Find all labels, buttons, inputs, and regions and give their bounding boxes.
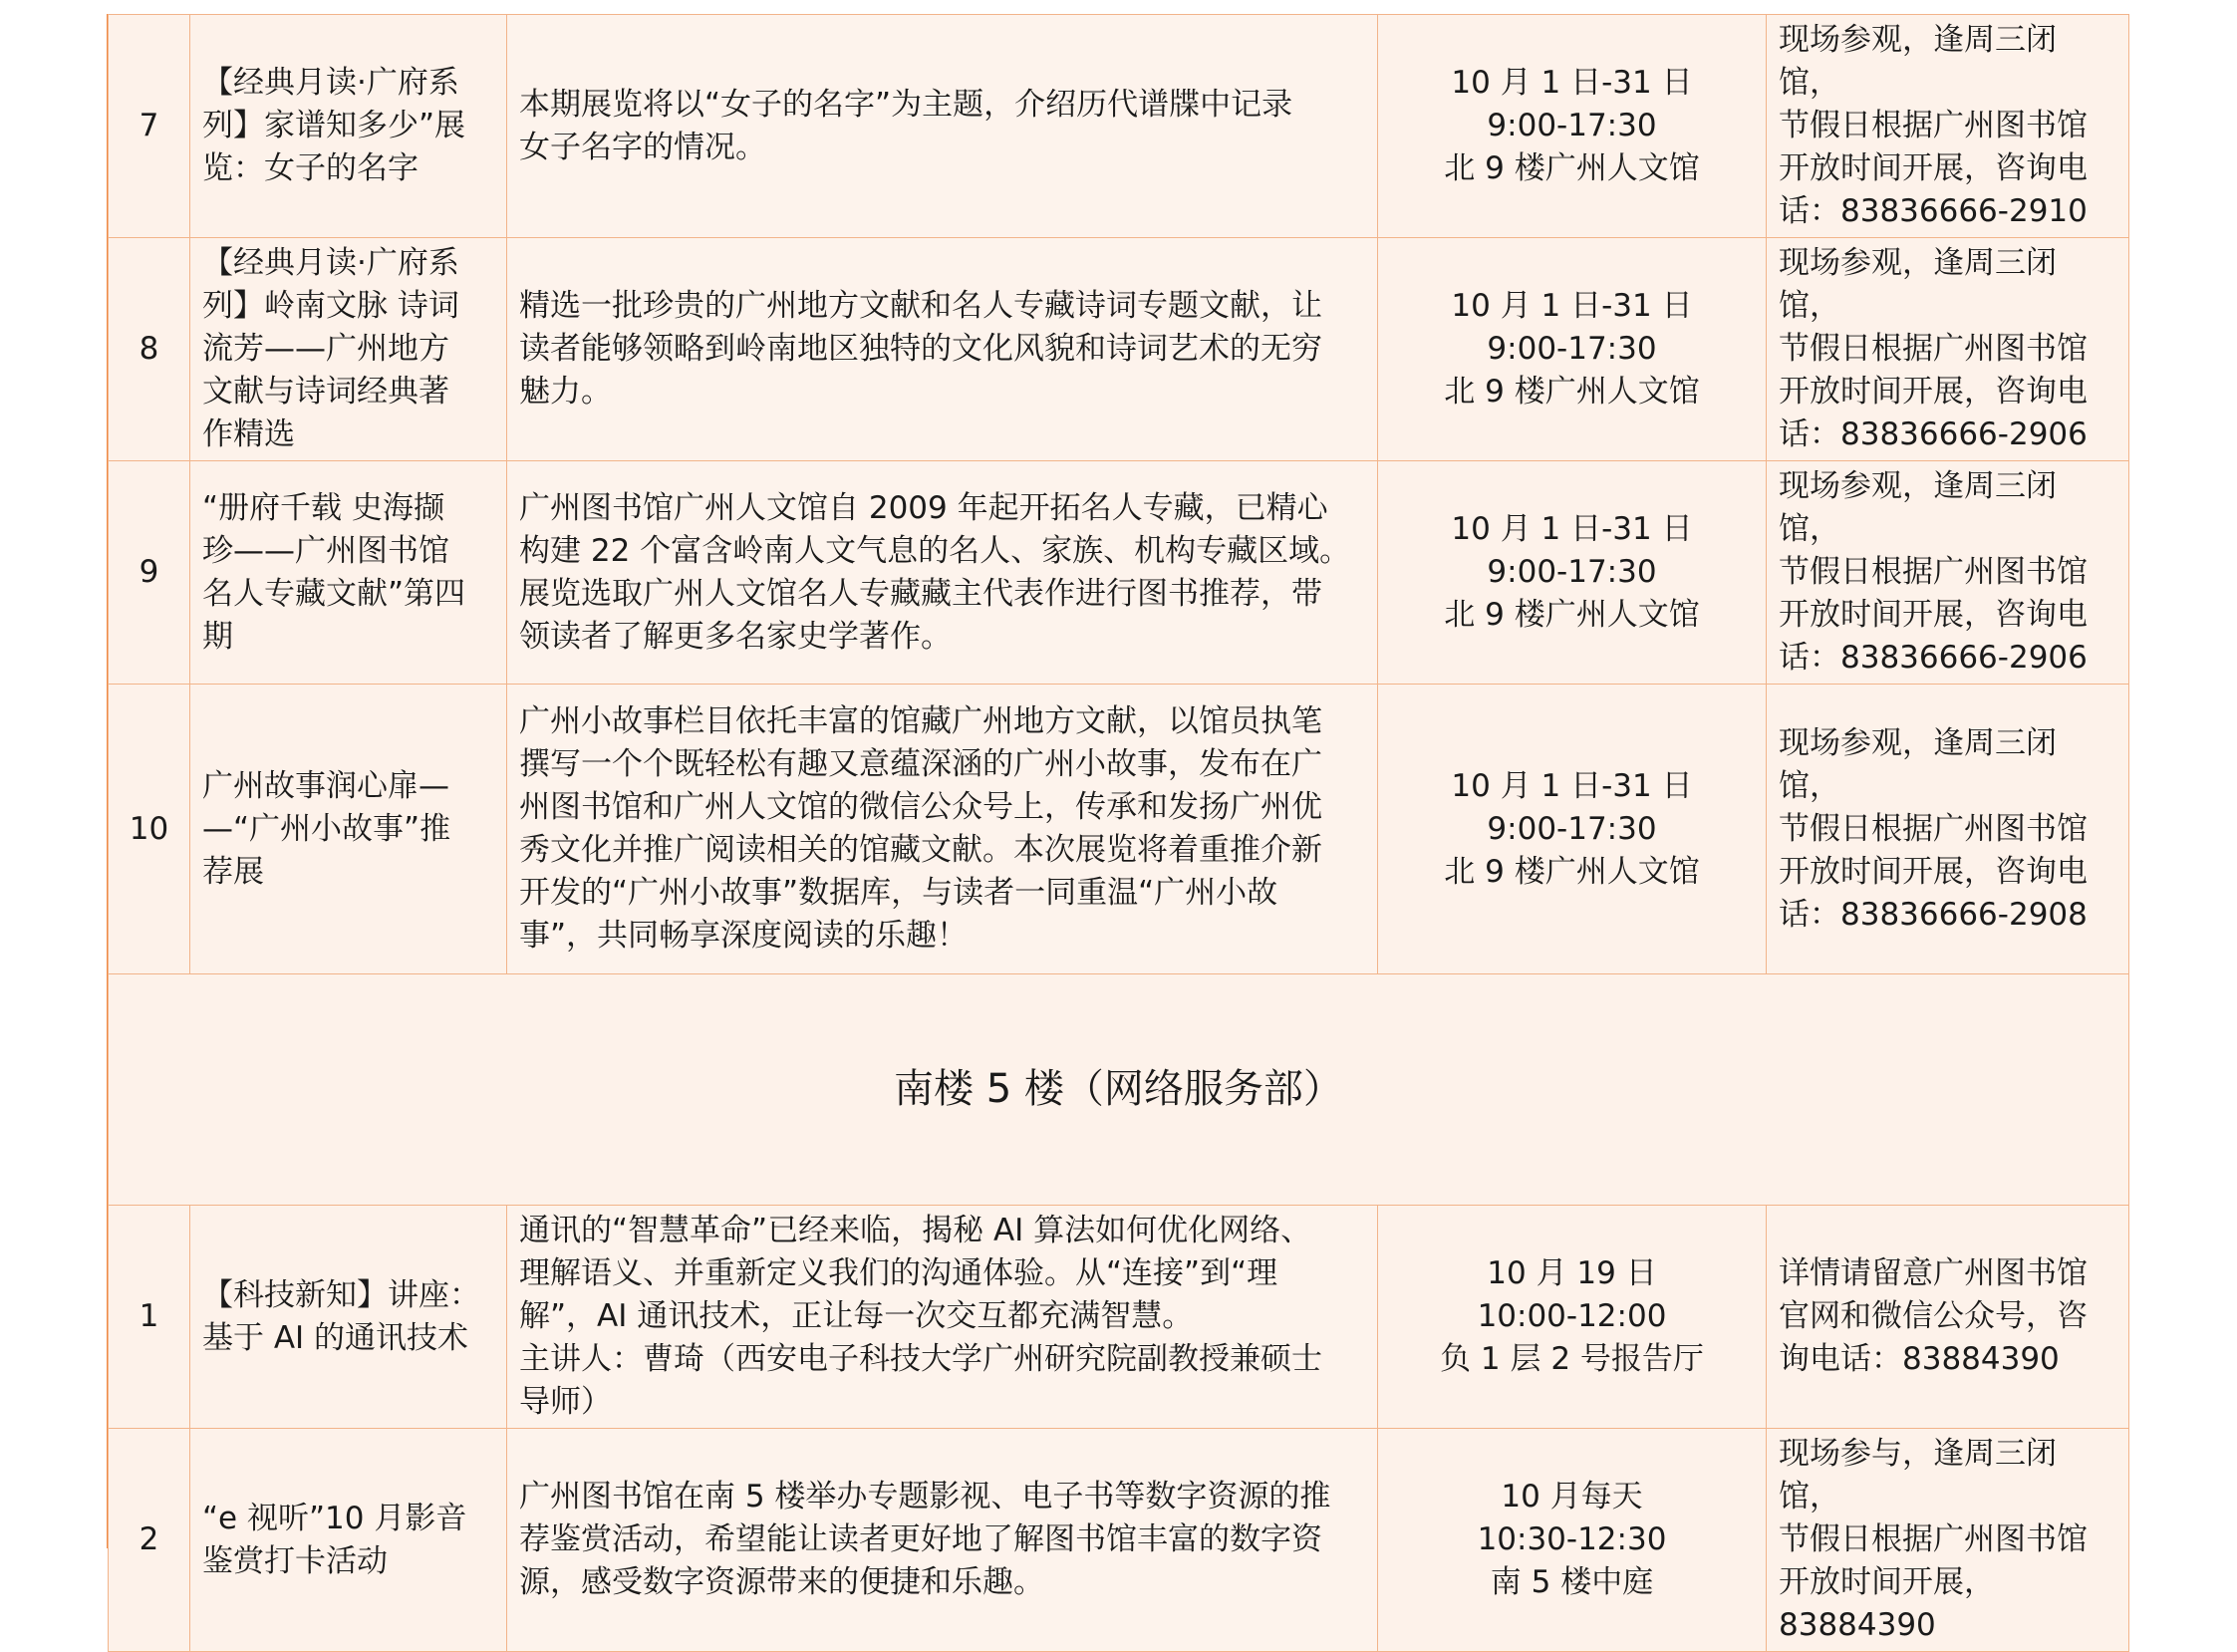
row-number: 7 xyxy=(109,15,190,238)
section-heading: 南楼 5 楼（网络服务部） xyxy=(109,974,2129,1206)
table-row xyxy=(109,1429,2129,1652)
event-title: 【经典月读·广府系 列】岭南文脉 诗词 流芳——广州地方 文献与诗词经典著 作精选 xyxy=(190,238,507,461)
event-time-place: 10 月 1 日-31 日 9:00-17:30 北 9 楼广州人文馆 xyxy=(1378,685,1767,974)
event-time-place: 10 月 1 日-31 日 9:00-17:30 北 9 楼广州人文馆 xyxy=(1378,238,1767,461)
event-title: 【科技新知】讲座： 基于 AI 的通讯技术 xyxy=(190,1206,507,1429)
event-time-place: 10 月 19 日 10:00-12:00 负 1 层 2 号报告厅 xyxy=(1378,1206,1767,1429)
event-title: 广州故事润心扉— —“广州小故事”推 荐展 xyxy=(190,685,507,974)
row-number: 10 xyxy=(109,685,190,974)
table-row xyxy=(109,685,2129,974)
table-row xyxy=(109,461,2129,685)
event-title: “e 视听”10 月影音 鉴赏打卡活动 xyxy=(190,1429,507,1652)
event-description: 广州小故事栏目依托丰富的馆藏广州地方文献，以馆员执笔 撰写一个个既轻松有趣又意蕴深涵的广州小故事，发布在广 州图书馆和广州人文馆的微信公众号上，传承和发扬广州优 秀文化并推广阅读相关的馆藏文献。本次展览将着重推介新 开发的“广州小故事”数据库，与读者一同重温“广州小故 事”，共同畅享深度阅读的乐趣！ xyxy=(507,685,1378,974)
event-note: 现场参观，逢周三闭馆， 节假日根据广州图书馆 开放时间开展，咨询电 话：83836666-2906 xyxy=(1767,461,2129,685)
row-number: 9 xyxy=(109,461,190,685)
event-note: 现场参观，逢周三闭馆， 节假日根据广州图书馆 开放时间开展，咨询电 话：83836666-2906 xyxy=(1767,238,2129,461)
row-number: 1 xyxy=(109,1206,190,1429)
table-row xyxy=(109,1206,2129,1429)
event-description: 本期展览将以“女子的名字”为主题，介绍历代谱牒中记录 女子名字的情况。 xyxy=(507,15,1378,238)
event-description: 通讯的“智慧革命”已经来临，揭秘 AI 算法如何优化网络、 理解语义、并重新定义我们的沟通体验。从“连接”到“理 解”，AI 通讯技术，正让每一次交互都充满智慧。 主讲人：曹琦（西安电子科技大学广州研究院副教授兼硕士 导师） xyxy=(507,1206,1378,1429)
table-row xyxy=(109,238,2129,461)
event-description: 广州图书馆在南 5 楼举办专题影视、电子书等数字资源的推 荐鉴赏活动，希望能让读者更好地了解图书馆丰富的数字资 源，感受数字资源带来的便捷和乐趣。 xyxy=(507,1429,1378,1652)
event-time-place: 10 月 1 日-31 日 9:00-17:30 北 9 楼广州人文馆 xyxy=(1378,15,1767,238)
event-description: 广州图书馆广州人文馆自 2009 年起开拓名人专藏，已精心 构建 22 个富含岭南人文气息的名人、家族、机构专藏区域。 展览选取广州人文馆名人专藏藏主代表作进行图书推荐，带 领读者了解更多名家史学著作。 xyxy=(507,461,1378,685)
event-note: 详情请留意广州图书馆 官网和微信公众号，咨 询电话：83884390 xyxy=(1767,1206,2129,1429)
row-number: 8 xyxy=(109,238,190,461)
event-note: 现场参观，逢周三闭馆， 节假日根据广州图书馆 开放时间开展，咨询电 话：83836666-2910 xyxy=(1767,15,2129,238)
event-note: 现场参与，逢周三闭馆， 节假日根据广州图书馆 开放时间开展， 83884390 xyxy=(1767,1429,2129,1652)
event-time-place: 10 月 1 日-31 日 9:00-17:30 北 9 楼广州人文馆 xyxy=(1378,461,1767,685)
events-table xyxy=(108,14,2129,1652)
event-description: 精选一批珍贵的广州地方文献和名人专藏诗词专题文献，让 读者能够领略到岭南地区独特的文化风貌和诗词艺术的无穷 魅力。 xyxy=(507,238,1378,461)
table-row xyxy=(109,15,2129,238)
row-number: 2 xyxy=(109,1429,190,1652)
event-time-place: 10 月每天 10:30-12:30 南 5 楼中庭 xyxy=(1378,1429,1767,1652)
event-title: 【经典月读·广府系 列】家谱知多少”展 览：女子的名字 xyxy=(190,15,507,238)
event-note: 现场参观，逢周三闭馆， 节假日根据广州图书馆 开放时间开展，咨询电 话：83836666-2908 xyxy=(1767,685,2129,974)
section-heading-row xyxy=(109,974,2129,1206)
event-title: “册府千载 史海撷 珍——广州图书馆 名人专藏文献”第四 期 xyxy=(190,461,507,685)
